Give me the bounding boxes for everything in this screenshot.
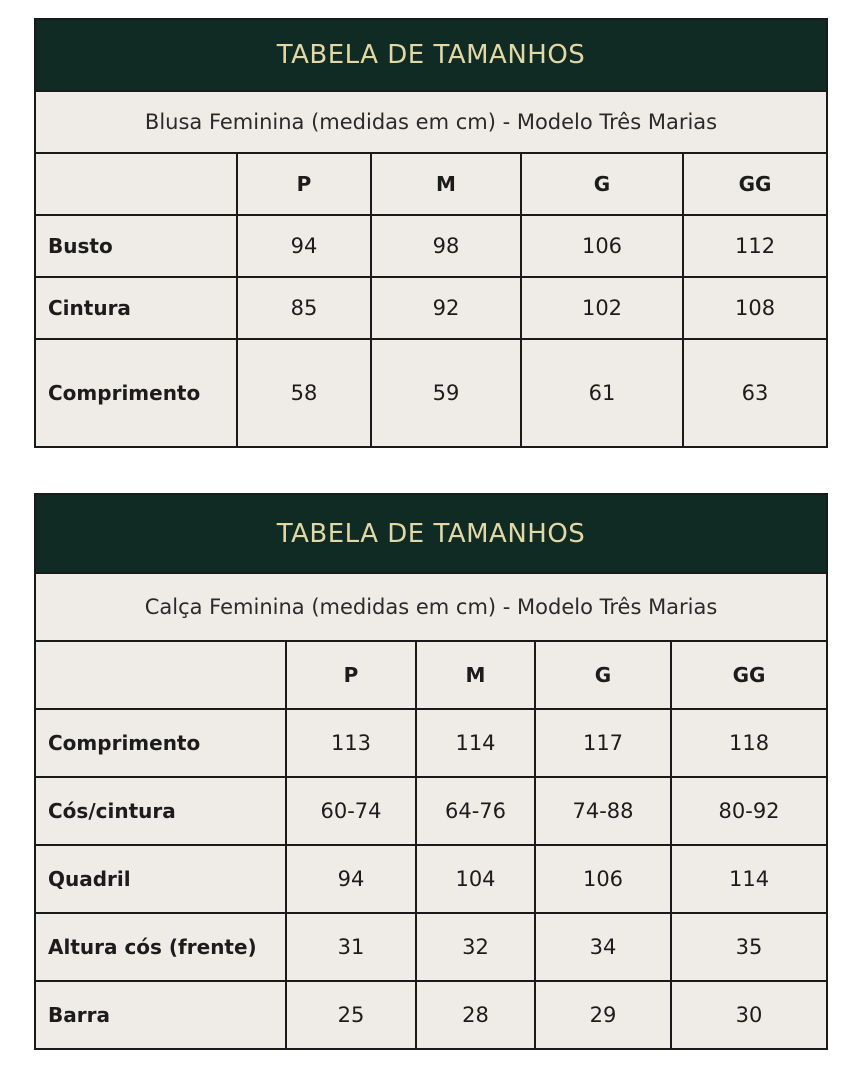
size-header-m: M <box>416 641 535 709</box>
value-cell: 61 <box>521 339 683 447</box>
value-cell: 74-88 <box>535 777 671 845</box>
value-cell: 58 <box>237 339 371 447</box>
value-cell: 117 <box>535 709 671 777</box>
row-label: Cintura <box>35 277 237 339</box>
table-title: TABELA DE TAMANHOS <box>35 19 827 91</box>
value-cell: 28 <box>416 981 535 1049</box>
table-row <box>35 339 827 447</box>
row-label: Altura cós (frente) <box>35 913 286 981</box>
value-cell: 64-76 <box>416 777 535 845</box>
value-cell: 32 <box>416 913 535 981</box>
value-cell: 94 <box>286 845 416 913</box>
size-table-calca <box>34 493 828 1050</box>
value-cell: 94 <box>237 215 371 277</box>
value-cell: 112 <box>683 215 827 277</box>
table-row <box>35 913 827 981</box>
value-cell: 63 <box>683 339 827 447</box>
value-cell: 114 <box>416 709 535 777</box>
value-cell: 104 <box>416 845 535 913</box>
value-cell: 106 <box>521 215 683 277</box>
table-row <box>35 277 827 339</box>
size-header-p: P <box>286 641 416 709</box>
value-cell: 60-74 <box>286 777 416 845</box>
value-cell: 80-92 <box>671 777 827 845</box>
value-cell: 30 <box>671 981 827 1049</box>
size-header-g: G <box>535 641 671 709</box>
value-cell: 59 <box>371 339 521 447</box>
table-row <box>35 777 827 845</box>
table-row <box>35 845 827 913</box>
value-cell: 92 <box>371 277 521 339</box>
row-label: Cós/cintura <box>35 777 286 845</box>
table-subtitle: Calça Feminina (medidas em cm) - Modelo Três Marias <box>35 573 827 641</box>
size-header-row <box>35 153 827 215</box>
size-header-row <box>35 641 827 709</box>
table-row <box>35 981 827 1049</box>
value-cell: 108 <box>683 277 827 339</box>
table-subtitle: Blusa Feminina (medidas em cm) - Modelo Três Marias <box>35 91 827 153</box>
value-cell: 29 <box>535 981 671 1049</box>
row-label: Busto <box>35 215 237 277</box>
value-cell: 98 <box>371 215 521 277</box>
size-table-blusa <box>34 18 828 448</box>
table-title: TABELA DE TAMANHOS <box>35 494 827 573</box>
row-label: Barra <box>35 981 286 1049</box>
row-label: Comprimento <box>35 339 237 447</box>
table-row <box>35 709 827 777</box>
value-cell: 85 <box>237 277 371 339</box>
value-cell: 31 <box>286 913 416 981</box>
empty-corner-cell <box>35 641 286 709</box>
table-row <box>35 215 827 277</box>
value-cell: 114 <box>671 845 827 913</box>
value-cell: 118 <box>671 709 827 777</box>
size-header-g: G <box>521 153 683 215</box>
value-cell: 25 <box>286 981 416 1049</box>
row-label: Comprimento <box>35 709 286 777</box>
size-header-gg: GG <box>683 153 827 215</box>
row-label: Quadril <box>35 845 286 913</box>
size-header-p: P <box>237 153 371 215</box>
value-cell: 35 <box>671 913 827 981</box>
value-cell: 34 <box>535 913 671 981</box>
size-header-m: M <box>371 153 521 215</box>
value-cell: 102 <box>521 277 683 339</box>
size-header-gg: GG <box>671 641 827 709</box>
empty-corner-cell <box>35 153 237 215</box>
value-cell: 113 <box>286 709 416 777</box>
value-cell: 106 <box>535 845 671 913</box>
